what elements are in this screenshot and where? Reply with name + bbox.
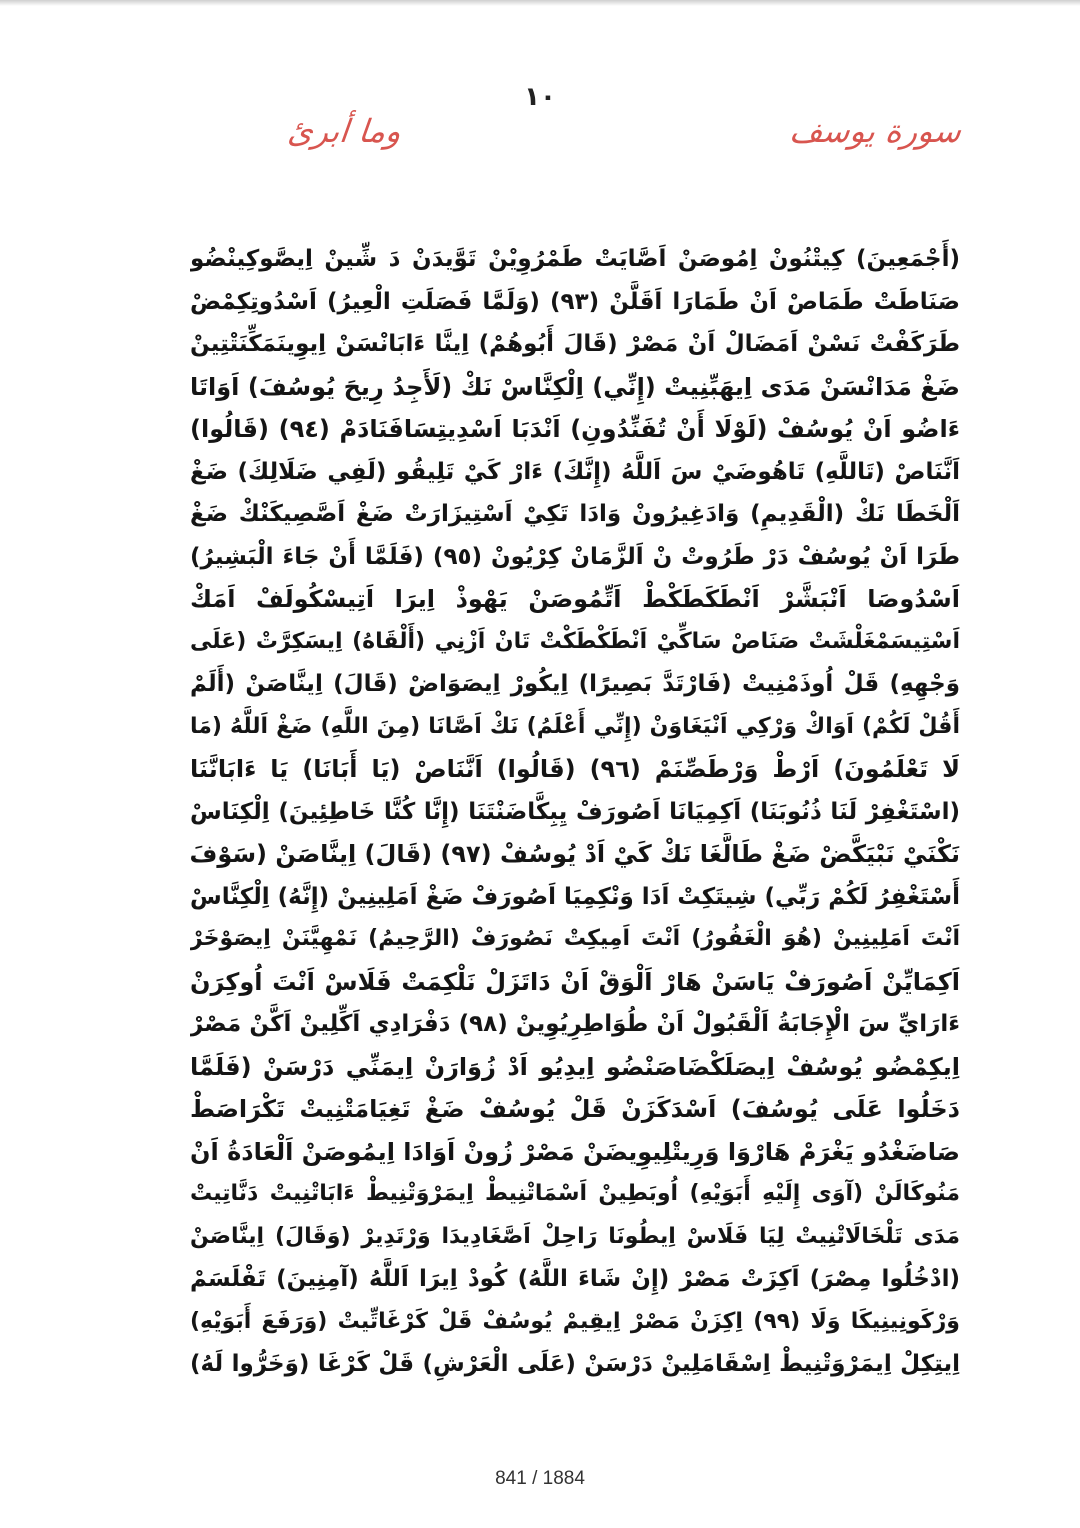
text-line: اَسْتِيسَمْغَلْشَتْ صَنَاصْ سَاكِّيْ اَنْطَكْطَكْتْ تَانْ اَزْنِي (أَلْقَاهُ) اِيسَكِرَّتْ (عَلَى	[190, 628, 960, 654]
text-line: اَكِمَايِّنْ اَصُورَفْ يَاسَنْ هَارْ اَلْوَقْ اَنْ دَاتَزَلْ نَلْكِمَتْ فَلَاسْ اَنْتَ اُوكِرَنْ	[190, 967, 960, 996]
text-line: اَسْدُوصَا اَنْبَشَّرْ اَنْطَكَطَكْطْ اَتِّمُوصَنْ يَهْوذْ اِيرَا اَتِيسْكُولَفْ اَمَكْ	[190, 585, 960, 613]
tafsir-text-block	[190, 238, 960, 1386]
text-line: ءَاضُو اَنْ يُوسُفْ (لَوْلَا أَنْ تُفَنِّدُونِ) اَنْدَبَا اَسْدِيتِسَافَنَادَمْ (٩٤) (قَالُوا)	[190, 415, 960, 443]
text-line: اَلْخَطَا نَكْ (الْقَدِيمِ) وَادَغِيرُونْ وَادَا تَكِيْ اَسْتِيزَارَتْ ضَغْ اَصَّصِيكَنْكْ ضَغْ	[190, 501, 960, 527]
section-name-handwritten: وما أبرئ	[285, 112, 403, 150]
text-line: أَقُلْ لَكُمْ) اَوَاكْ وَرْكِي اَنْيَغَاوَنْ (إِنِّي أَعْلَمُ) نَكْ اَصَّانَا (مِنَ اللَّهِ) ضَغْ اَللَّهُ (مَا	[190, 713, 960, 739]
text-line: (ادْخُلُوا مِصْرَ) اَكِزَتْ مَصْرْ (إِنْ شَاءَ اللَّهُ) كُودْ اِيرَا اَللَّهُ (آمِنِينَ) تَفْلَسَمْ	[190, 1266, 960, 1292]
text-line: اَنْتَ اَمَلِينِينْ (هُوَ الْغَفُورُ) اَنْتَ اَمِيكِتْ نَصُورَفْ (الرَّحِيمُ) نَمْهِيَّنَنْ اِيصَوْخَرْ	[190, 926, 960, 951]
page-indicator: 841 / 1884	[495, 1468, 585, 1489]
text-line: دَخَلُوا عَلَى يُوسُفَ) اَسْدَكَزَنْ قَلْ يُوسُفْ ضَغْ تَغِيَامَتْنِيتْ تَكْرَاصَطْ	[190, 1095, 960, 1123]
text-line: وَجْهِهِ) قَلْ اُوذَمْنِيتْ (فَارْتَدَّ بَصِيرًا) اِيكُورْ اِيصَوَاضْ (قَالَ) اِينَّاصَنْ (أَلَمْ	[190, 671, 960, 697]
text-line: مَنُوكَالَنْ (آوَى إِلَيْهِ أَبَوَيْهِ) اُوبَطِينْ اَسْمَاتْنِيطْ اِيمَرْوَتْنِيطْ ءَابَاتْنِيتْ دَنَّاتِيتْ	[190, 1181, 960, 1206]
page-number: ١٠	[524, 82, 556, 112]
text-line: لَا تَعْلَمُونَ) اَرْطْ وَرْطَصِّنَمْ (٩٦) (قَالُوا) اَنَّنَاصْ (يَا أَبَانَا) يَا ءَابَانَّنَا	[190, 755, 960, 783]
text-line: صَاضَغْدُو يَغْرَمْ هَارْوَا وَرِيتْلِيوِيضَنْ مَصْرْ زُونْ اَوَادَا اِيمُوصَنْ اَلْعَادَةُ اَنْ	[190, 1137, 960, 1166]
text-line: ضَغْ مَدَانْسَنْ مَدَى اِيهَبِّنِيتْ (إِنِّي) اِلْكِنَّاسْ نَكْ (لَأَجِدُ رِيحَ يُوسُفَ) اَوَاتَا	[190, 372, 960, 401]
text-line: (أَجْمَعِينَ) كِيتْنُونْ اِمُوصَنْ اَصَّايَتْ طَمْرُوِيْنْ تَوَّيدَنْ دَ شِّينْ اِيصَّوكِينْضُو	[190, 246, 960, 272]
text-line: (اسْتَغْفِرْ لَنَا ذُنُوبَنَا) اَكِمِيَانَا اَصُورَفْ يِبِكَّاضَنْتَنَا (إِنَّا كُنَّا خَاطِئِينَ) اِلْكِنَاسْ	[190, 798, 960, 825]
text-line: صَنَاطَتْ طَمَاصْ اَنْ طَمَارَا اَقَلَّنْ (٩٣) (وَلَمَّا فَصَلَتِ الْعِيرُ) اَسْدُوتِكِمْضْ	[190, 288, 960, 315]
text-line: مَدَى تَلْخَالَاتْنِيتْ لِيَا فَلَاسْ اِيطُونَا رَاحِلْ اَصَّغَادِيدَا وَرْتَدِيرْ (وَقَالَ) اِينَّاصَنْ	[190, 1223, 960, 1249]
text-line: اِيكِمْضُو يُوسُفْ اِيصَلَكْضَاصَنْضُو اِيدِيُو اَدْ زُوَارَنْ اِيمَنِّي دَرْسَنْ (فَلَمَّا	[190, 1052, 960, 1081]
text-line: طَرَكَفْتْ نَسْنْ اَمَضَالْ اَنْ مَصْرْ (قَالَ أَبُوهُمْ) اِينَّا ءَابَانْسَنْ اِيوِينَمَكِّنَتْتِينْ	[190, 331, 960, 357]
scan-edge-shadow	[0, 0, 1080, 6]
text-line: طَرَا اَنْ يُوسُفْ دَرْ طَرُوتْ نْ اَلزَّمَانْ كِرْيُونْ (٩٥) (فَلَمَّا أَنْ جَاءَ الْبَشِيرُ)	[190, 543, 960, 570]
text-line: ءَارَايِّ سَ الْإِجَابَةُ اَلْقَبُولْ اَنْ طُوَاطِرِيُوِينْ (٩٨) دَفْرَادِي اَكِّلِينْ اَكَّنْ مَصْرْ	[190, 1011, 960, 1037]
surah-name-handwritten: سورة يوسف	[787, 112, 963, 150]
text-line: أَسْتَغْفِرُ لَكُمْ رَبِّي) شِيتَكِتْ اَدَا وَنْكِمِيَا اَصُورَفْ ضَغْ اَمَلِينِينْ (إِنَّهُ) اِلْكِنَّاسْ	[190, 883, 960, 910]
text-line: نَكْنَيْ نَبْيَكَّضْ ضَغْ طَالَّغَا نَكْ كَيْ اَدْ يُوسُفْ (٩٧) (قَالَ) اِينَّاصَنْ (سَوْفَ	[190, 840, 960, 868]
text-line: اِيتِكِلْ اِيمَرْوَتْنِيطْ اِسْقَامَلِينْ دَرْسَنْ (عَلَى الْعَرْشِ) قَلْ كَرْغَا (وَخَرُّوا لَهُ)	[190, 1351, 960, 1377]
text-line: وَرْكَونِينِيكَا وَلَا (٩٩) اِكِزَنْ مَصْرْ اِيقِيمْ يُوسُفْ قَلْ كَرْغَاتِّيتْ (وَرَفَعَ أَبَوَيْهِ)	[190, 1308, 960, 1334]
text-line: اَنَّنَاصْ (تَاللَّهِ) تَاهُوضَيْ سَ اَللَّهُ (إِنَّكَ) ءَارْ كَيْ تَلِيقُو (لَفِي ضَلَالِكَ) ضَغْ	[190, 458, 960, 485]
